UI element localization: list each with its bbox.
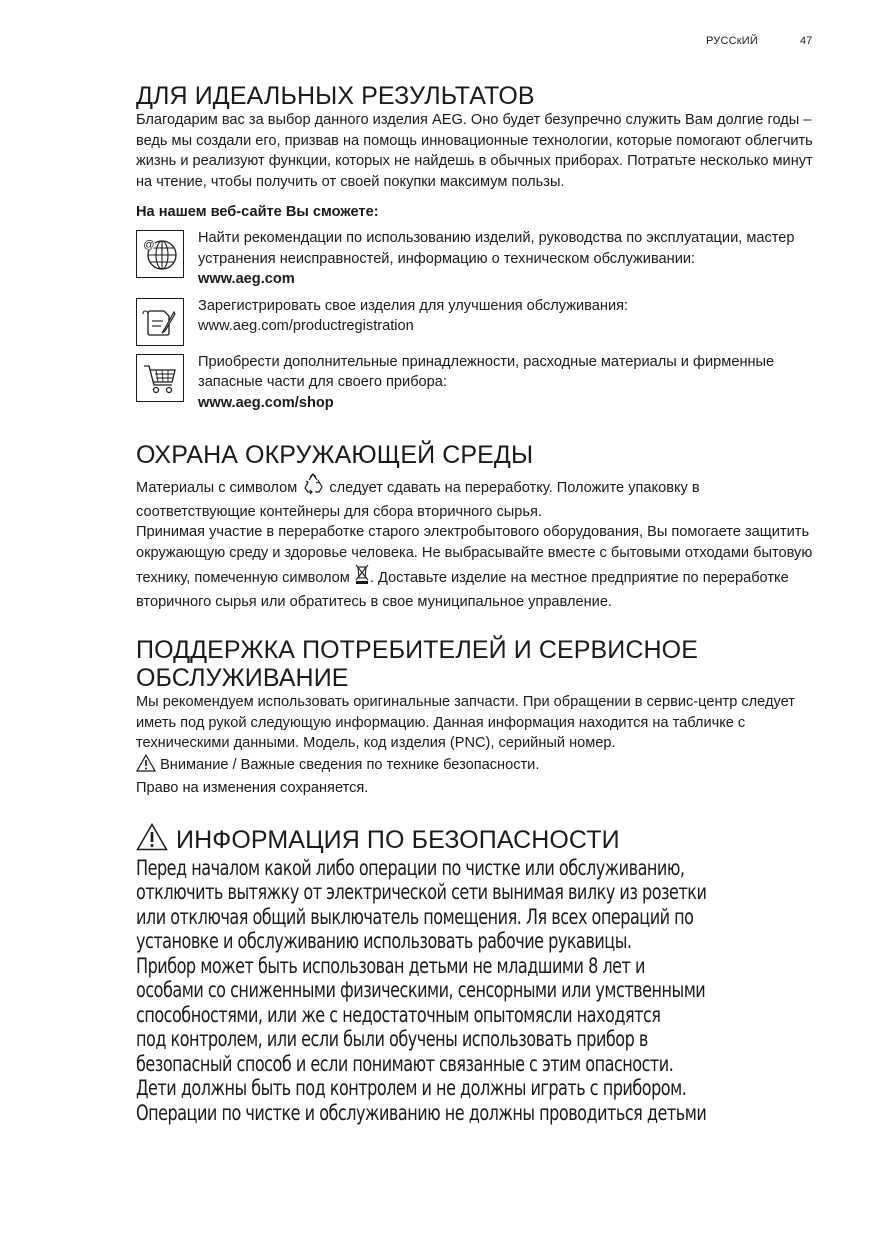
intro-paragraph: Благодарим вас за выбор данного изделия AEG. Оно будет безупречно служить Вам долгие годы – ведь мы создали его, призвав на помощь инновационные технологии, которые помогают облегчить жизнь и реализуют функции, которых не найдешь в обычных приборах. Потратьте несколько минут на чтение, чтобы получить от своей покупки максимум пользы. xyxy=(136,112,813,190)
warning-text: Внимание / Важные сведения по технике безопасности. xyxy=(160,756,540,773)
customer-service-title-line1: ПОДДЕРЖКА ПОТРЕБИТЕЛЕЙ И СЕРВИСНОЕ xyxy=(136,636,699,664)
page-number: 47 xyxy=(800,35,813,47)
section-title-customer-service xyxy=(136,636,816,692)
warning-triangle-icon xyxy=(136,754,156,779)
website-item-text: Найти рекомендации по использованию изделий, руководства по эксплуатации, мастер устранения неисправностей, информацию о техническом обслуживании: xyxy=(198,230,795,267)
warning-note xyxy=(136,754,816,779)
page-header xyxy=(0,35,875,51)
safety-line: Дети должны быть под контролем и не должны играть с прибором. xyxy=(136,1076,687,1101)
registration-icon xyxy=(136,298,184,346)
recycling-text-end: следует сдавать на переработку. Положите упаковку в соответствующие контейнеры для сбора вторичного сырья. xyxy=(136,480,700,520)
website-link-registration[interactable]: www.aeg.com/productregistration xyxy=(198,318,414,334)
safety-line: способностями, или же с недостаточным опытомясли находятся xyxy=(136,1002,661,1028)
weee-paragraph xyxy=(136,522,816,612)
website-item-registration xyxy=(136,296,816,346)
customer-service-title-line2: ОБСЛУЖИВАНИЕ xyxy=(136,664,349,692)
shop-text: Приобрести дополнительные принадлежности, расходные материалы и фирменные запасные части для своего прибора: xyxy=(198,353,775,390)
safety-title-text: ИНФОРМАЦИЯ ПО БЕЗОПАСНОСТИ xyxy=(176,825,620,854)
website-item-support xyxy=(136,228,816,290)
warning-triangle-icon xyxy=(136,823,168,857)
website-heading: На нашем веб-сайте Вы сможете: xyxy=(136,204,379,220)
recycle-icon xyxy=(301,473,325,502)
website-link-shop[interactable]: www.aeg.com/shop xyxy=(198,394,334,411)
website-link-main[interactable]: www.aeg.com xyxy=(198,271,295,287)
language-label: РУССкИЙ xyxy=(706,35,758,47)
safety-body xyxy=(136,857,816,1127)
safety-line: Перед началом какой либо операции по чистке или обслуживанию, xyxy=(136,855,685,881)
service-paragraph: Мы рекомендуем использовать оригинальные запчасти. При обращении в сервис-центр следует иметь под рукой следующую информацию. Данная информация находится на табличке с техническими данными. Модель, код изделия (PNC), серийный номер. xyxy=(136,694,795,751)
safety-line: отключить вытяжку от электрической сети вынимая вилку из розетки xyxy=(136,880,707,905)
section-title-safety xyxy=(136,823,816,857)
document-body xyxy=(136,82,816,1126)
safety-line: под контролем, или если были обучены использовать прибор в xyxy=(136,1027,648,1052)
globe-icon xyxy=(136,230,184,278)
crossed-bin-icon xyxy=(354,563,370,592)
registration-text: Зарегистрировать свое изделия для улучшения обслуживания: xyxy=(198,297,629,314)
svg-text:@: @ xyxy=(143,239,155,251)
safety-line: особами со сниженными физическими, сенсорными или умственными xyxy=(136,978,706,1003)
recycling-paragraph xyxy=(136,473,816,522)
section-title-environment: ОХРАНА ОКРУЖАЮЩЕЙ СРЕДЫ xyxy=(136,441,534,469)
website-item-shop xyxy=(136,352,816,414)
weee-text-start: Принимая участие в переработке старого электробытового оборудования, Вы помогаете защитить окружающую среду и здоровье человека. Не выбрасывайте вместе с бытовыми отходами бытовую технику, помеченную символом xyxy=(136,524,813,586)
rights-note: Право на изменения сохраняется. xyxy=(136,780,369,796)
shopping-cart-icon xyxy=(136,354,184,402)
recycling-text-start: Материалы с символом xyxy=(136,480,298,496)
safety-line: установке и обслуживанию использовать рабочие рукавицы. xyxy=(136,929,632,954)
safety-line: или отключая общий выключатель помещения. Ля всех операций по xyxy=(136,904,694,930)
weee-text-end: . Доставьте изделие на местное предприятие по переработке вторичного сырья или обратитесь в свое муниципальное управление. xyxy=(136,570,789,610)
section-title-best-results: ДЛЯ ИДЕАЛЬНЫХ РЕЗУЛЬТАТОВ xyxy=(136,82,535,110)
safety-line: безопасный способ и если понимают связанные с этим опасности. xyxy=(136,1051,674,1077)
safety-line: Операции по чистке и обслуживанию не должны проводиться детьми xyxy=(136,1100,707,1126)
safety-line: Прибор может быть использован детьми не младшими 8 лет и xyxy=(136,953,645,979)
